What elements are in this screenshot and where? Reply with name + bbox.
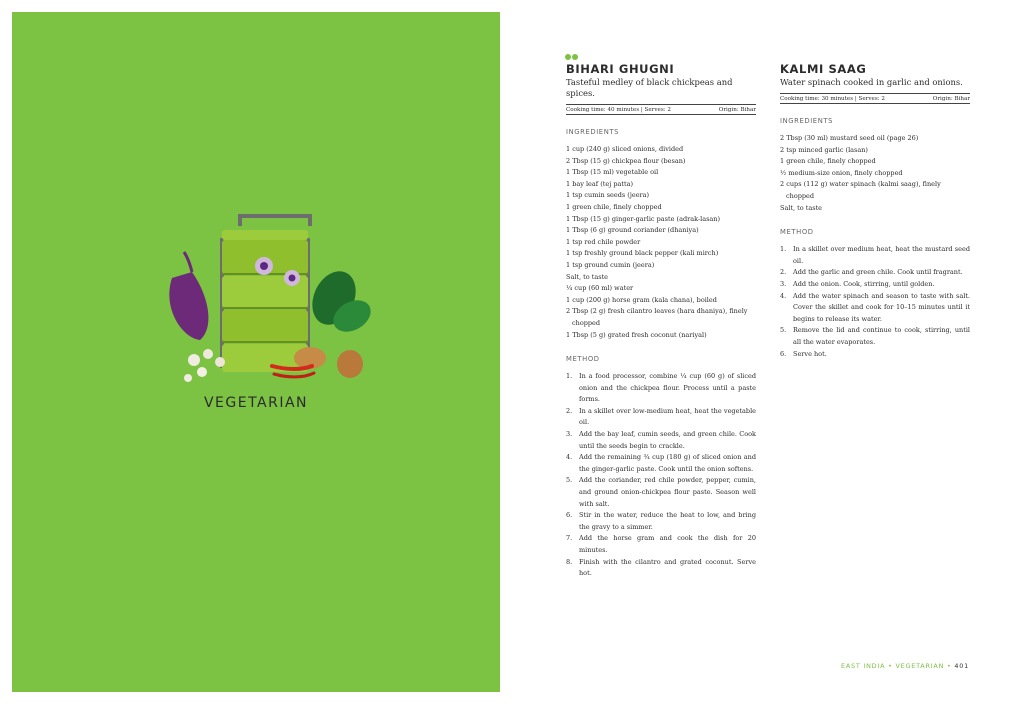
step-text: Add the remaining ¾ cup (180 g) of sliced onion and the ginger-garlic paste. Cook until the onion softens. bbox=[579, 453, 756, 473]
recipe-bihari-ghugni bbox=[566, 62, 756, 580]
method-steps bbox=[566, 371, 756, 580]
recipe-kalmi-saag bbox=[780, 62, 970, 360]
step-number: 6. bbox=[566, 511, 573, 520]
ingredient-item: 1 Tbsp (6 g) ground coriander (dhaniya) bbox=[566, 226, 699, 235]
dot-icon bbox=[572, 54, 578, 60]
recipe-title: KALMI SAAG bbox=[780, 62, 867, 76]
footer-region: EAST INDIA bbox=[841, 662, 886, 670]
ingredient-item: 2 Tbsp (15 g) chickpea flour (besan) bbox=[566, 156, 686, 165]
ingredient-item: 1 tsp freshly ground black pepper (kali mirch) bbox=[566, 249, 719, 258]
recipe-subtitle: Water spinach cooked in garlic and onions. bbox=[780, 77, 963, 87]
step-number: 6. bbox=[780, 349, 787, 358]
step-number: 1. bbox=[566, 372, 573, 381]
footer-separator: • bbox=[885, 662, 896, 670]
method-step bbox=[566, 406, 756, 429]
ingredients-heading: INGREDIENTS bbox=[566, 128, 620, 136]
dot-icon bbox=[565, 54, 571, 60]
method-step bbox=[566, 510, 756, 533]
origin: Origin: Bihar bbox=[932, 95, 970, 102]
method-step bbox=[780, 267, 970, 279]
step-text: Add the onion. Cook, stirring, until golden. bbox=[793, 279, 935, 288]
cooking-info: Cooking time: 30 minutes | Serves: 2 bbox=[780, 95, 885, 102]
recipe-title: BIHARI GHUGNI bbox=[566, 62, 675, 76]
footer-separator: • bbox=[944, 662, 955, 670]
ingredient-item: 2 Tbsp (30 ml) mustard seed oil (page 26) bbox=[780, 134, 919, 142]
step-number: 5. bbox=[780, 326, 787, 335]
ingredient-item: ½ medium-size onion, finely chopped bbox=[780, 168, 903, 177]
ingredients-list bbox=[780, 133, 970, 214]
tiffin-carrier-with-vegetables-icon bbox=[162, 208, 382, 398]
step-text: Add the coriander, red chile powder, pepper, cumin, and ground onion-chickpea flour paste. Season well with salt. bbox=[579, 476, 756, 508]
ingredient-item: ¼ cup (60 ml) water bbox=[566, 284, 634, 293]
method-step bbox=[566, 429, 756, 452]
recipe-meta bbox=[566, 104, 756, 115]
ingredient-item: 2 Tbsp (2 g) fresh cilantro leaves (hara dhaniya), finely chopped bbox=[566, 307, 748, 327]
method-step bbox=[780, 325, 970, 348]
step-text: Remove the lid and continue to cook, stirring, until all the water evaporates. bbox=[793, 326, 970, 346]
step-text: Add the bay leaf, cumin seeds, and green chile. Cook until the seeds begin to crackle. bbox=[579, 430, 756, 450]
ingredient-item: 1 Tbsp (5 g) grated fresh coconut (nariyal) bbox=[566, 330, 707, 339]
cooking-info: Cooking time: 40 minutes | Serves: 2 bbox=[566, 106, 671, 113]
left-page-panel bbox=[12, 12, 500, 692]
ingredient-item: 2 tsp minced garlic (lasan) bbox=[780, 145, 868, 154]
step-text: In a skillet over medium heat, heat the mustard seed oil. bbox=[793, 245, 970, 265]
ingredient-item: 1 cup (240 g) sliced onions, divided bbox=[566, 145, 684, 153]
step-text: Finish with the cilantro and grated coconut. Serve hot. bbox=[579, 557, 756, 578]
ingredient-item: 1 green chile, finely chopped bbox=[566, 202, 662, 211]
recipe-subtitle: Tasteful medley of black chickpeas and spices. bbox=[566, 77, 733, 98]
method-step bbox=[780, 349, 970, 361]
recipe-meta bbox=[780, 93, 970, 104]
ingredient-item: 1 green chile, finely chopped bbox=[780, 157, 876, 166]
section-title: VEGETARIAN bbox=[203, 395, 309, 411]
ingredient-item: 1 Tbsp (15 ml) vegetable oil bbox=[566, 168, 659, 177]
ingredient-item: 1 bay leaf (tej patta) bbox=[566, 179, 633, 188]
step-number: 3. bbox=[566, 430, 573, 439]
ingredient-item: 2 cups (112 g) water spinach (kalmi saag), finely chopped bbox=[780, 180, 941, 200]
method-step bbox=[566, 371, 756, 406]
step-number: 1. bbox=[780, 245, 787, 254]
ingredient-item: Salt, to taste bbox=[566, 272, 609, 281]
origin: Origin: Bihar bbox=[718, 106, 756, 113]
step-text: Add the water spinach and season to taste with salt. Cover the skillet and cook for 10–15 minutes until it begins to release its water. bbox=[793, 291, 970, 323]
step-text: Serve hot. bbox=[793, 349, 827, 358]
ingredient-item: 1 tsp ground cumin (jeera) bbox=[566, 260, 655, 269]
step-text: Stir in the water, reduce the heat to low, and bring the gravy to a simmer. bbox=[579, 511, 756, 531]
method-step bbox=[780, 279, 970, 291]
step-number: 4. bbox=[566, 453, 573, 462]
step-number: 2. bbox=[566, 406, 573, 415]
ingredient-item: 1 Tbsp (15 g) ginger-garlic paste (adrak-lasan) bbox=[566, 214, 721, 223]
page-footer bbox=[841, 662, 969, 670]
step-number: 7. bbox=[566, 534, 573, 543]
ingredients-heading: INGREDIENTS bbox=[780, 117, 834, 125]
step-text: Add the garlic and green chile. Cook until fragrant. bbox=[793, 268, 963, 277]
step-text: In a food processor, combine ¼ cup (60 g) of sliced onion and the chickpea flour. Process until a paste forms. bbox=[579, 372, 756, 404]
step-number: 8. bbox=[566, 557, 573, 566]
method-heading: METHOD bbox=[566, 355, 600, 364]
step-number: 3. bbox=[780, 279, 787, 288]
ingredient-item: 1 cup (200 g) horse gram (kala chana), boiled bbox=[566, 295, 717, 304]
method-step bbox=[780, 244, 970, 267]
method-step bbox=[566, 452, 756, 475]
step-number: 5. bbox=[566, 476, 573, 485]
step-text: Add the horse gram and cook the dish for 20 minutes. bbox=[579, 534, 756, 554]
method-steps bbox=[780, 244, 970, 360]
step-number: 2. bbox=[780, 268, 787, 277]
method-step bbox=[780, 291, 970, 326]
ingredient-item: 1 tsp red chile powder bbox=[566, 237, 641, 246]
ingredient-item: 1 tsp cumin seeds (jeera) bbox=[566, 191, 650, 200]
ingredient-item: Salt, to taste bbox=[780, 203, 823, 212]
ingredients-list bbox=[566, 144, 756, 341]
step-number: 4. bbox=[780, 291, 787, 300]
method-step bbox=[566, 533, 756, 556]
step-text: In a skillet over low-medium heat, heat the vegetable oil. bbox=[579, 406, 756, 427]
method-step bbox=[566, 475, 756, 510]
method-step bbox=[566, 557, 756, 580]
method-heading: METHOD bbox=[780, 228, 814, 237]
page-number: 401 bbox=[954, 662, 969, 670]
footer-section: VEGETARIAN bbox=[895, 662, 945, 670]
